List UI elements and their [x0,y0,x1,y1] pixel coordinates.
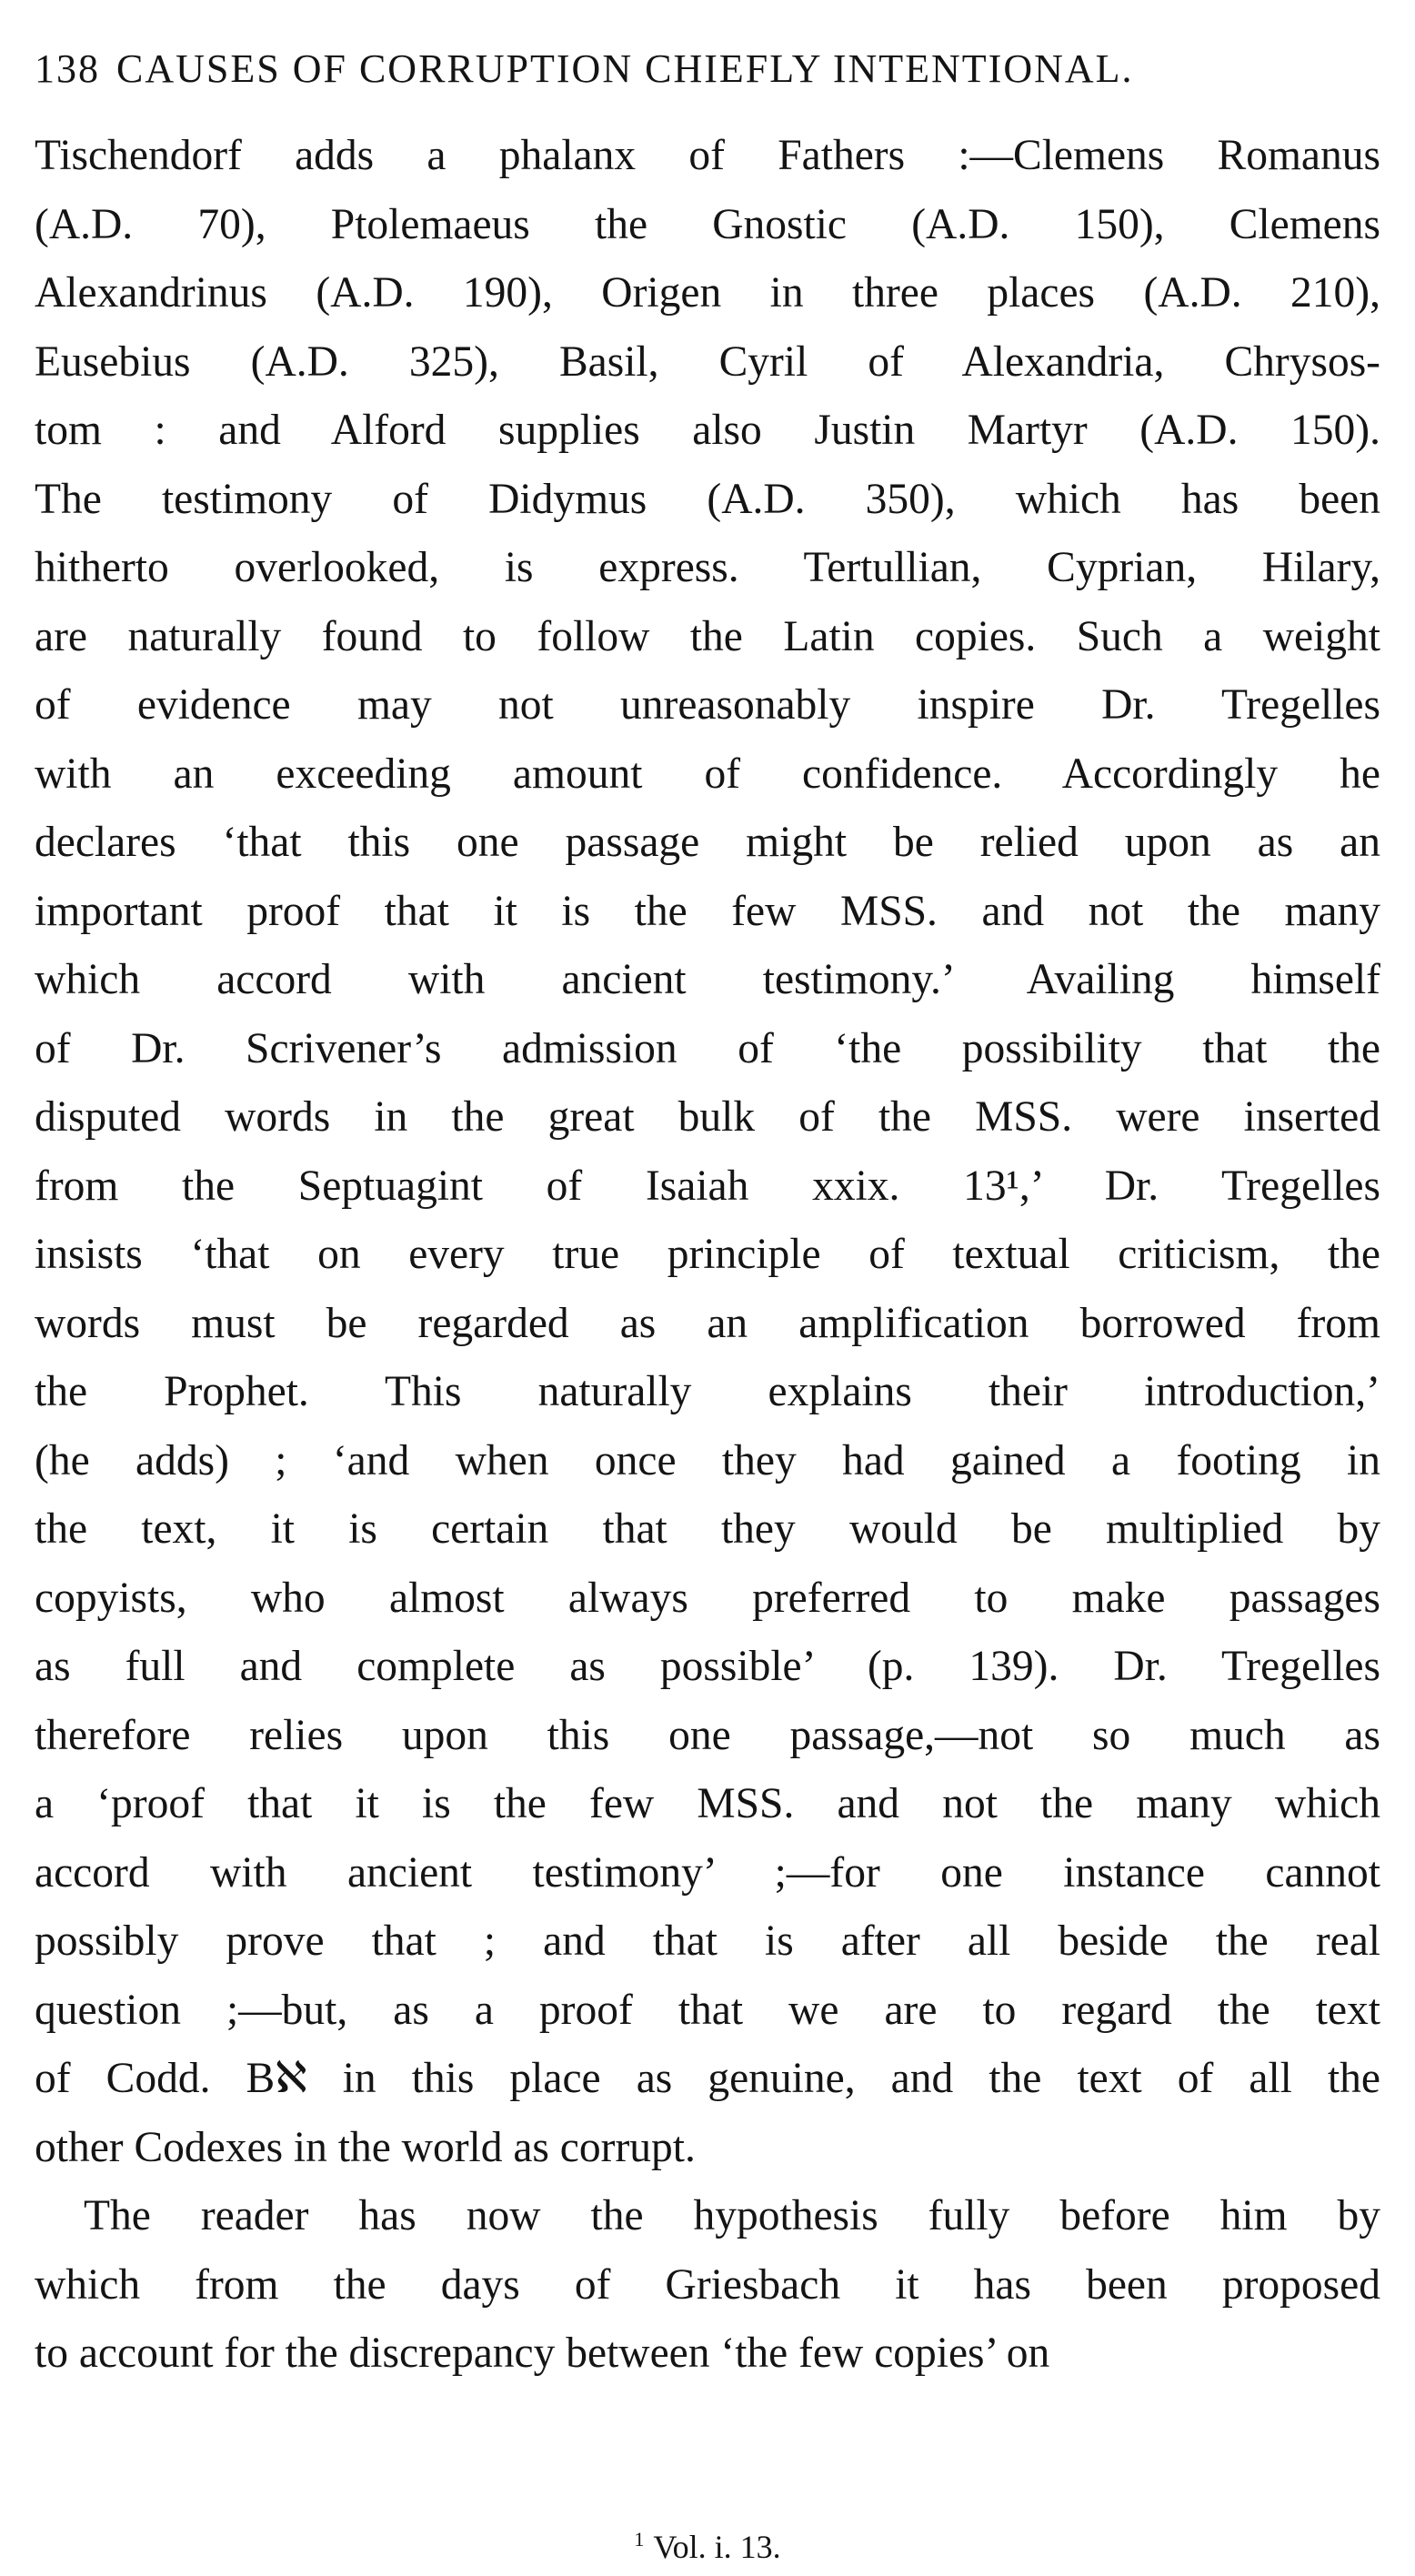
text-line: a ‘proof that it is the few MSS. and not the many which [35,1780,1380,1827]
text-line: other Codexes in the world as corrupt. [35,2123,696,2171]
text-line: therefore relies upon this one passage,—not so much as [35,1711,1380,1759]
book-page [35,44,1380,2389]
text-line: accord with ancient testimony’ ;—for one instance cannot [35,1848,1380,1897]
text-line: possibly prove that ; and that is after all beside the real [35,1917,1380,1965]
text-line: as full and complete as possible’ (p. 139). Dr. Tregelles [35,1643,1380,1690]
text-line: important proof that it is the few MSS. and not the many [35,887,1380,935]
text-line: (he adds) ; ‘and when once they had gained a footing in [35,1436,1380,1484]
text-line: insists ‘that on every true principle of textual criticism, the [35,1231,1380,1278]
text-line: which from the days of Griesbach it has been proposed [35,2260,1380,2309]
running-header [35,44,1380,95]
text-line: The reader has now the hypothesis fully before him by [84,2192,1380,2239]
text-line: of Codd. Bℵ in this place as genuine, and the text of all the [35,2055,1380,2102]
text-line: words must be regarded as an amplification borrowed from [35,1299,1380,1347]
text-line: copyists, who almost always preferred to make passages [35,1574,1380,1622]
text-line: hitherto overlooked, is express. Tertullian, Cyprian, Hilary, [35,544,1380,591]
paragraph [35,2182,1380,2389]
text-line: question ;—but, as a proof that we are to regard the text [35,1986,1380,2034]
text-line: Alexandrinus (A.D. 190), Origen in three places (A.D. 210), [35,269,1380,317]
text-line: disputed words in the great bulk of the MSS. were inserted [35,1093,1380,1141]
text-line: Eusebius (A.D. 325), Basil, Cyril of Alexandria, Chrysos- [35,337,1380,386]
text-line: declares ‘that this one passage might be relied upon as an [35,819,1380,866]
text-line: of Dr. Scrivener’s admission of ‘the possibility that the [35,1024,1380,1072]
text-line: are naturally found to follow the Latin copies. Such a weight [35,612,1380,660]
text-line: of evidence may not unreasonably inspire Dr. Tregelles [35,681,1380,729]
footnote-marker: 1 [634,2528,645,2551]
footnote [0,2520,1415,2567]
footnote-text: Vol. i. 13. [653,2529,781,2565]
body-text [35,122,1380,2389]
text-line: to account for the discrepancy between ‘the few copies’ on [35,2329,1050,2377]
text-line: the text, it is certain that they would be multiplied by [35,1505,1380,1553]
text-line: The testimony of Didymus (A.D. 350), which has been [35,475,1380,523]
text-line: with an exceeding amount of confidence. Accordingly he [35,750,1380,798]
text-line: tom : and Alford supplies also Justin Martyr (A.D. 150). [35,407,1380,454]
paragraph [35,122,1380,2182]
text-line: the Prophet. This naturally explains their introduction,’ [35,1368,1380,1415]
running-title: CAUSES OF CORRUPTION CHIEFLY INTENTIONAL. [116,46,1134,91]
page-number: 138 [35,46,100,91]
text-line: Tischendorf adds a phalanx of Fathers :—Clemens Romanus [35,132,1380,179]
text-line: which accord with ancient testimony.’ Availing himself [35,956,1380,1003]
text-line: from the Septuagint of Isaiah xxix. 13¹,’ Dr. Tregelles [35,1162,1380,1210]
text-line: (A.D. 70), Ptolemaeus the Gnostic (A.D. 150), Clemens [35,200,1380,248]
